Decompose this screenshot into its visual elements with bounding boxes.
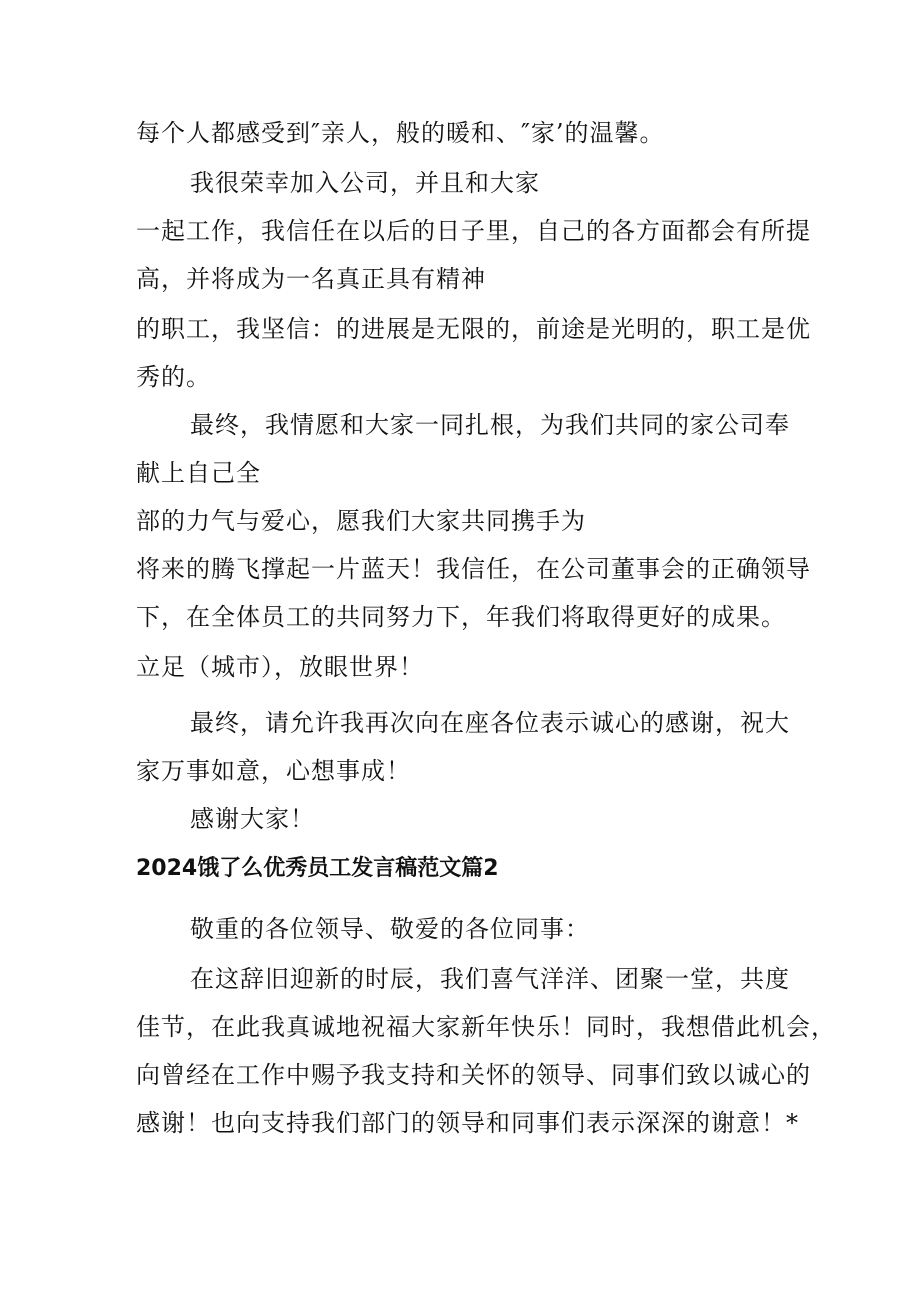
paragraph-line: 感谢！也向支持我们部门的领导和同事们表示深深的谢意！* [136,1109,799,1137]
paragraph-line: 向曾经在工作中赐予我支持和关怀的领导、同事们致以诚心的 [136,1061,811,1089]
paragraph-line: 敬重的各位领导、敬爱的各位同事： [190,915,590,943]
paragraph-line: 一起工作，我信任在以后的日子里，自己的各方面都会有所提 [136,217,811,245]
paragraph-line: 佳节，在此我真诚地祝福大家新年快乐！同时，我想借此机会， [136,1013,836,1041]
paragraph-line: 献上自己全 [136,459,261,487]
paragraph-line: 秀的。 [136,363,211,391]
paragraph-line: 的职工，我坚信：的进展是无限的，前途是光明的，职工是优 [136,315,811,343]
paragraph-line: 感谢大家！ [190,805,315,833]
paragraph-line: 高，并将成为一名真正具有精神 [136,265,486,293]
paragraph-line: 立足（城市），放眼世界！ [136,653,424,681]
paragraph-line: 家万事如意，心想事成！ [136,757,411,785]
section-heading: 2024饿了么优秀员工发言稿范文篇2 [136,856,499,881]
paragraph-line: 最终，我情愿和大家一同扎根，为我们共同的家公司奉 [190,411,790,439]
paragraph-line: 我很荣幸加入公司，并且和大家 [190,169,540,197]
paragraph-line: 下，在全体员工的共同努力下，年我们将取得更好的成果。 [136,603,786,631]
paragraph-line: 将来的腾飞撑起一片蓝天！我信任，在公司董事会的正确领导 [136,555,811,583]
paragraph-line: 最终，请允许我再次向在座各位表示诚心的感谢，祝大 [190,709,790,737]
paragraph-line: 每个人都感受到″亲人，般的暖和、″家’的温馨。 [136,119,665,147]
paragraph-line: 部的力气与爱心，愿我们大家共同携手为 [136,507,586,535]
paragraph-line: 在这辞旧迎新的时辰，我们喜气洋洋、团聚一堂，共度 [190,965,790,993]
